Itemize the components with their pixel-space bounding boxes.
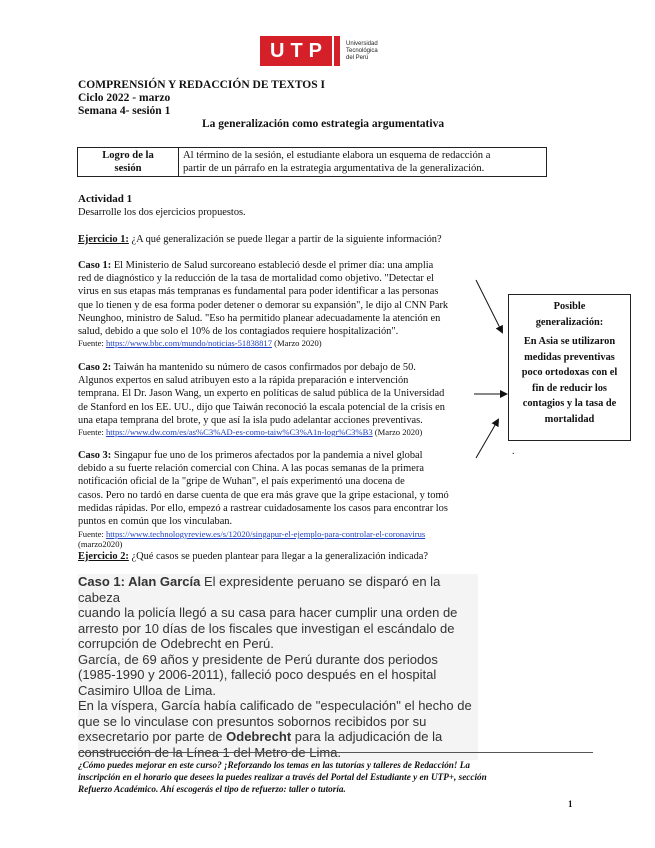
logo-text: Universidad Tecnológica del Perú <box>346 40 378 61</box>
case2-text: Caso 2: Taiwán ha mantenido su número de casos confirmados por debajo de 50. Algunos expertos en salud atribuyen esto a la rápida preparación e intervención temprana. El Dr. Jason Wang, un experto en políticas de salud pública de la Universidad de Stanford en los EE. UU., dijo que Taiwán reconoció la escala potencial de la crisis en una etapa temprana del brote, y que así la isla pudo adelantar acciones preventivas. <box>78 362 445 426</box>
course-title: COMPRENSIÓN Y REDACCIÓN DE TEXTOS I <box>78 79 325 91</box>
exercise2-label: Ejercicio 2: <box>78 551 129 562</box>
logo-brand: UTP <box>260 36 332 66</box>
utp-logo <box>260 36 394 66</box>
case3-source: Fuente: https://www.technologyreview.es/s/12020/singapur-el-ejemplo-para-controlar-el-coronavirus (marzo2020) <box>78 529 426 549</box>
activity-title: Actividad 1 <box>78 193 133 205</box>
page-number: 1 <box>568 799 573 809</box>
exercise2-prompt: Ejercicio 2: ¿Qué casos se pueden plantear para llegar a la generalización indicada? <box>78 551 429 562</box>
footer-divider <box>78 752 593 753</box>
case3-source-link[interactable]: https://www.technologyreview.es/s/12020/singapur-el-ejemplo-para-controlar-el-coronavirus <box>105 529 426 539</box>
week: Semana 4- sesión 1 <box>78 105 171 117</box>
case3-text: Caso 3: Singapur fue uno de los primeros afectados por la pandemia a nivel global debido a su fuerte relación comercial con China. A las pocas semanas de la primera notificación oficial de la "gripe de Wuhan", el país experimentó una docena de casos. Pero no tardó en darse cuenta de que era más grave que la gripe estacional, y tomó medidas rápidas. Por ello, empezó a rastrear cuidadosamente los casos para encontrar los puntos en común que los vinculaban. <box>78 450 449 528</box>
case1-source-link[interactable]: https://www.bbc.com/mundo/noticias-51838817 <box>105 338 272 348</box>
footer-note: ¿Cómo puedes mejorar en este curso? ¡Reforzando los temas en las tutorías y talleres de Redacción! La inscripción en el horario que desees la puedes realizar a través del Portal del Estudiante y en UTP+, sección Refuerzo Académico. Ahí escogerás el tipo de refuerzo: taller o tutoría. <box>78 760 487 794</box>
logro-label: Logro de la sesión <box>78 148 179 177</box>
case2-source: Fuente: https://www.dw.com/es/as%C3%AD-es-como-taiw%C3%A1n-logr%C3%B3 (Marzo 2020) <box>78 427 423 437</box>
exercise2-case: Caso 1: Alan García El expresidente peruano se disparó en la cabeza cuando la policía llegó a su casa para hacer cumplir una orden de arresto por 10 días de los fiscales que investigan el escándalo de corrupción de Odebrecht en Perú. García, de 69 años y presidente de Perú durante dos periodos (1985-1990 y 2006-2011), falleció poco después en el hospital Casimiro Ulloa de Lima. En la víspera, García había calificado de "especulación" el hecho de que se lo vinculase con presuntos sobornos recibidos por su exsecretario por parte de Odebrecht para la adjudicación de la construcción de la Línea 1 del Metro de Lima. <box>78 574 478 760</box>
generalization-answer: En Asia se utilizaron medidas preventivas poco ortodoxas con el fin de reducir los contagios y la tasa de mortalidad <box>521 336 618 425</box>
activity-instruction: Desarrolle los dos ejercicios propuestos. <box>78 207 246 218</box>
exercise1-label: Ejercicio 1: <box>78 234 129 245</box>
logro-table <box>77 147 547 177</box>
case1-source: Fuente: https://www.bbc.com/mundo/noticias-51838817 (Marzo 2020) <box>78 338 322 348</box>
page-title: La generalización como estrategia argumentativa <box>202 118 445 130</box>
generalization-box: Posible generalización: En Asia se utilizaron medidas preventivas poco ortodoxas con el fin de reducir los contagios y la tasa de mortalidad <box>508 294 631 441</box>
arrow-case3 <box>476 420 498 458</box>
case2-source-link[interactable]: https://www.dw.com/es/as%C3%AD-es-como-taiw%C3%A1n-logr%C3%B3 <box>105 427 373 437</box>
arrow-case1 <box>476 280 502 332</box>
stray-dot: . <box>512 446 515 457</box>
case1-text: Caso 1: El Ministerio de Salud surcoreano estableció desde el primer día: una amplia red de diagnóstico y la reducción de la tasa de mortalidad como objetivo. "Detectar el virus en sus etapas más tempranas es fundamental para poder identificar a las personas que lo tienen y de esa forma poder detener o demorar su expansión", le dijo al CNN Park Neunghoo, ministro de Salud. "Eso ha permitido planear adecuadamente la atención en salud, debido a que solo el 10% de los contagiados requiere hospitalización". <box>78 260 449 338</box>
logro-text: Al término de la sesión, el estudiante elabora un esquema de redacción a partir de un párrafo en la estrategia argumentativa de la generalización. <box>179 148 547 177</box>
exercise1-prompt: Ejercicio 1: ¿A qué generalización se puede llegar a partir de la siguiente información? <box>78 234 442 245</box>
cycle: Ciclo 2022 - marzo <box>78 92 171 104</box>
